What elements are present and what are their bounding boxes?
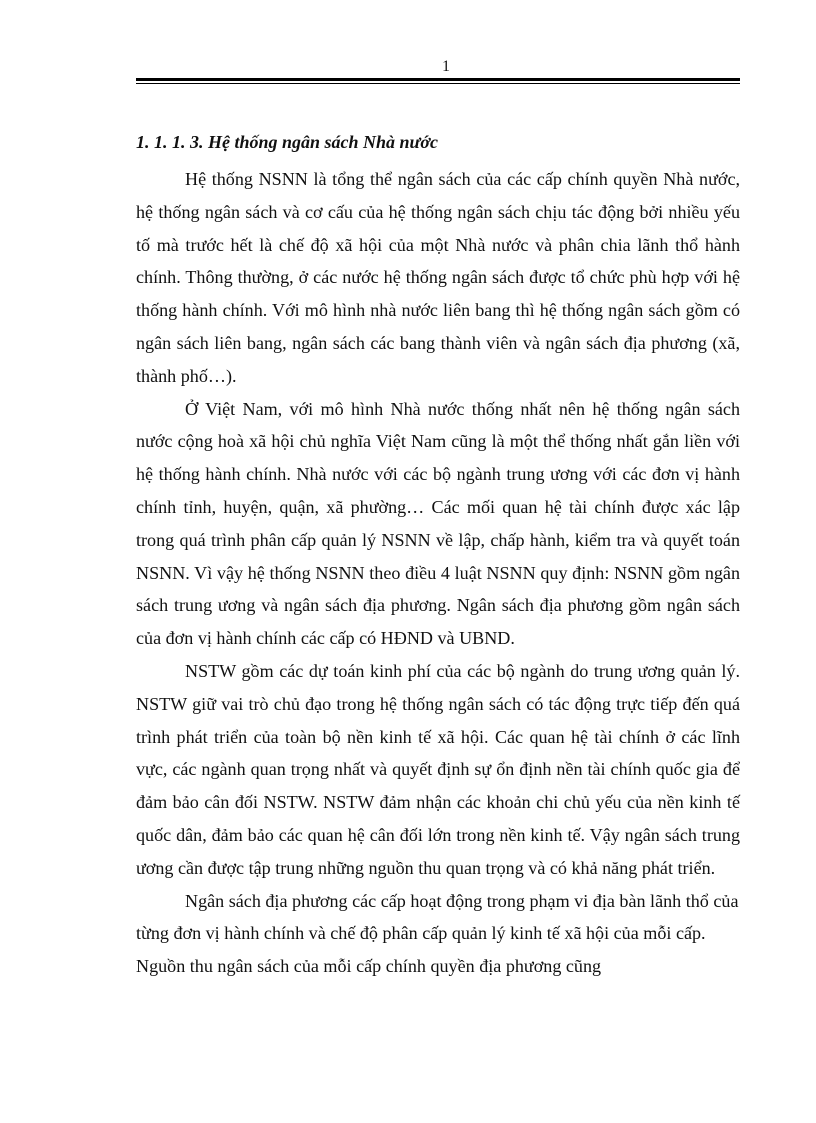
header-rule-thick xyxy=(136,78,740,81)
section-heading: 1. 1. 1. 3. Hệ thống ngân sách Nhà nước xyxy=(136,132,438,152)
document-body xyxy=(136,131,740,983)
paragraph-budget-system-definition: Hệ thống NSNN là tổng thể ngân sách của các cấp chính quyền Nhà nước, hệ thống ngân sách và cơ cấu của hệ thống ngân sách chịu tác động bởi nhiều yếu tố mà trước hết là chế độ xã hội của một Nhà nước và phân chia lãnh thổ hành chính. Thông thường, ở các nước hệ thống ngân sách được tổ chức phù hợp với hệ thống hành chính. Với mô hình nhà nước liên bang thì hệ thống ngân sách gồm có ngân sách liên bang, ngân sách các bang thành viên và ngân sách địa phương (xã, thành phố…). xyxy=(136,169,740,386)
paragraph-vietnam-budget-system: Ở Việt Nam, với mô hình Nhà nước thống nhất nên hệ thống ngân sách nước cộng hoà xã hội chủ nghĩa Việt Nam cũng là một thể thống nhất gắn liền với hệ thống hành chính. Nhà nước với các bộ ngành trung ương với các đơn vị hành chính tỉnh, huyện, quận, xã phường… Các mối quan hệ tài chính được xác lập trong quá trình phân cấp quản lý NSNN về lập, chấp hành, kiểm tra và quyết toán NSNN. Vì vậy hệ thống NSNN theo điều 4 luật NSNN quy định: NSNN gồm ngân sách trung ương và ngân sách địa phương. Ngân sách địa phương gồm ngân sách của đơn vị hành chính các cấp có HĐND và UBND. xyxy=(136,398,740,649)
paragraph-central-budget: NSTW gồm các dự toán kinh phí của các bộ ngành do trung ương quản lý. NSTW giữ vai trò chủ đạo trong hệ thống ngân sách có tác động trực tiếp đến quá trình phát triển của toàn bộ nền kinh tế xã hội. Các quan hệ tài chính ở các lĩnh vực, các ngành quan trọng nhất và quyết định sự ổn định nền tài chính quốc gia để đảm bảo cân đối NSTW. NSTW đảm nhận các khoản chi chủ yếu của nền kinh tế quốc dân, đảm bảo các quan hệ cân đối lớn trong nền kinh tế. Vậy ngân sách trung ương cần được tập trung những nguồn thu quan trọng và có khả năng phát triển. xyxy=(136,660,740,878)
paragraph-local-budget: Ngân sách địa phương các cấp hoạt động trong phạm vi địa bàn lãnh thổ của từng đơn vị hành chính và chế độ phân cấp quản lý kinh tế xã hội của mỗi cấp. Nguồn thu ngân sách của mỗi cấp chính quyền địa phương cũng xyxy=(136,890,739,977)
header-rule-thin xyxy=(136,83,740,84)
page-number: 1 xyxy=(442,58,450,75)
